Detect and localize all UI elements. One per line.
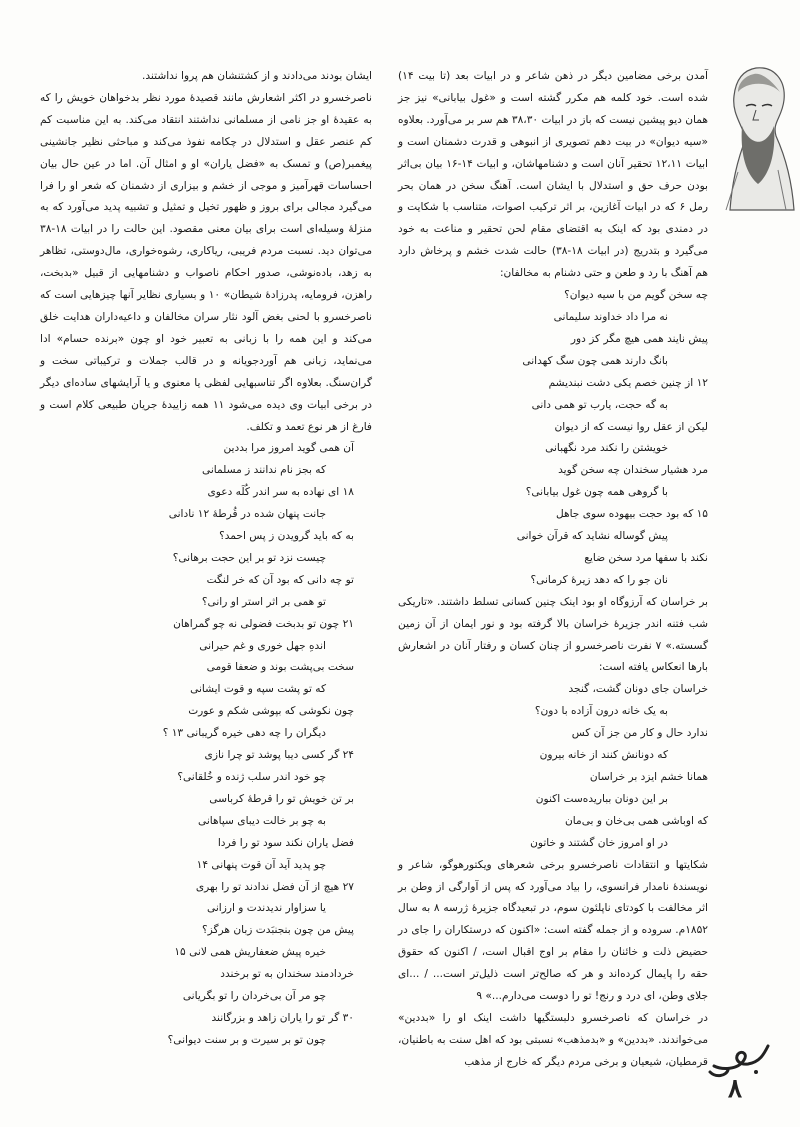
verse-line: نکند با سفها مرد سخن ضایع — [584, 551, 708, 564]
verse-line: نان جو را که دهد زیرهٔ کرمانی؟ — [530, 573, 668, 586]
verse-line: به گه حجت، یارب تو همی دانی — [531, 398, 668, 411]
verse-line: چه سخن گویم من با سیه دیوان؟ — [564, 289, 708, 302]
verse-line: خراسان جای دونان گشت، گنجد — [568, 683, 708, 696]
verse-line: چیست نزد تو بر این حجت برهانی؟ — [172, 551, 326, 564]
verse-line: اندهِ جهل خوری و غم حیرانی — [199, 639, 326, 652]
verse-line: پیش من چون بنجنبَدت زبان هرگز؟ — [202, 924, 354, 937]
verse-line: چون نکوشی که بپوشی شکم و عورت — [188, 705, 354, 718]
verse-line: همانا خشم ایزد بر خراسان — [589, 771, 708, 783]
verse-line: با گروهی همه چون غول بیابانی؟ — [525, 486, 668, 499]
verse-line: بر این دونان بباریده‌ست اکنون — [535, 792, 668, 805]
verse-line: پیش نایند همی هیچ مگر کز دور — [570, 332, 708, 345]
verse-line: تو چه دانی که بود آن که خر لنگت — [206, 573, 354, 586]
verse-line: ۱۲ از چنین خصم یکی دشت نبندیشم — [548, 376, 708, 389]
poet-portrait-image — [716, 62, 796, 212]
paragraph: بر خراسان که آرزوگاه او بود اینک چنین کسانی تسلط داشتند. «تاریکی شب فتنه اندر جزیرهٔ خراسان بالا گرفته بود و نور ایمان از آن زمین گسسته.» ۷ نفرت ناصرخسرو از چنان کسان و رفتار آنان در اشعارش بارها انعکاس یافته است: — [398, 595, 708, 674]
verse-line: به یک خانه درون آزاده با دون؟ — [534, 705, 668, 718]
verse-line: که دونانش کنند از خانه بیرون — [539, 749, 668, 762]
verse-line: خیره پیش ضعفاریش همی لانی ۱۵ — [174, 946, 326, 959]
verse-line: نه مرا داد خداوند سلیمانی — [553, 310, 668, 323]
verse-line: آن همی گوید امروز مرا بددین — [223, 442, 354, 455]
verse-line: بر تن خویش تو را قرطهٔ کرباسی — [209, 792, 354, 805]
verse-line: دیگران را چه دهی خیره گریبانی ۱۳ ؟ — [162, 727, 326, 740]
verse-line: به چو بر خالت دیبای سپاهانی — [198, 814, 326, 827]
verse-line: یا سزاوار ندیدندت و ارزانی — [207, 902, 326, 915]
verse-line: ۳۰ گر تو را یاران زاهد و بزرگانند — [211, 1011, 354, 1024]
verse-line: تو همی بر اثر استر او رانی؟ — [201, 595, 326, 608]
verse-line: جانت پنهان شده در قُرطهٔ ۱۲ نادانی — [168, 508, 326, 521]
paragraph: شکایتها و انتقادات ناصرخسرو برخی شعرهای ویکتورهوگو، شاعر و نویسندهٔ نامدار فرانسوی، را بیاد می‌آورد که پس از آوارگی از وطن بر اثر مخالفت با کودتای ناپلئون سوم، در تبعیدگاه جزیرهٔ ژرسه ۸ به سال ۱۸۵۲م. سروده و از جمله گفته است: «اکنون که درستکاران را جای در حضیض ذلت و خائنان را مقام بر اوج اقبال است، / اکنون که حقوق حقه را پایمال کرده‌اند و هر که صالح‌تر است ذلیل‌تر است... / ...ای جلای وطن، ای درد و رنج! تو را دوست می‌دارم...» ۹ — [398, 858, 708, 1003]
verse-line: چون تو بر سیرت و بر سنت دیوانی؟ — [167, 1033, 326, 1046]
verse-line: فضل یاران نکند سود تو را فردا — [217, 836, 354, 849]
verse-line: ۲۱ چون تو بدبخت فضولی نه چو گمراهان — [173, 617, 354, 630]
verse-line: ۲۴ گر کسی دیبا پوشد تو چرا نازی — [204, 749, 354, 762]
verse-line: در او امروز خان گشتند و خاتون — [530, 836, 668, 849]
verse-line: ۱۵ که بود حجت بیهوده سوی جاهل — [555, 508, 708, 521]
verse-line: مرد هشیار سخندان چه سخن گوید — [558, 464, 708, 477]
verse-line: خردادمند سخندان به تو برخندد — [220, 968, 354, 981]
verse-line: خویشتن را نکند مرد نگهبانی — [545, 442, 668, 455]
paragraph: ایشان بودند می‌دادند و از کشتنشان هم پروا نداشتند. — [142, 70, 372, 82]
page-number: ۸ — [728, 1074, 742, 1104]
paragraph: آمدن برخی مضامین دیگر در ذهن شاعر و در ابیات بعد (تا بیت ۱۴) شده است. خود کلمه هم مکرر گشته است و «غول بیابانی» نیز جز همان دیو پیشین نیست که باز در ابیات ۳۸،۳۰ هم سر بر می‌آورد. بعلاوه «سیه دیوان» در بیت دهم تصویری از انبوهی و قدرت دشمنان است و ابیات ۱۲،۱۱ تحقیر آنان است و دشنامهاشان، و ابیات ۱۴-۱۶ بیان بی‌اثر بودن حرف حق و استدلال با ایشان است. آهنگ سخن در همان بحر رمل ۶ که در ابیات آغازین، بر اثر ترکیب اصوات، متناسب با شکایت و در دمندی بود که اینک به اقتضای مقام لحن تحقیر و مناعت به خود می‌گیرد و بتدریج (در ابیات ۱۸-۳۸) حالت شدت خشم و پرخاش دارد هم آهنگ با رد و طعن و حتی دشنام به مخالفان: — [398, 70, 708, 280]
verse-line: پیش گوساله نشاید که قرآن خوانی — [516, 530, 668, 543]
verse-line: به که باید گرویدن ز پس احمد؟ — [219, 530, 354, 543]
paragraph: ناصرخسرو در اکثر اشعارش مانند قصیدهٔ مورد نظر بدخواهان خویش را که به عقیدهٔ او جز نامی از مسلمانی نداشتند انتقاد می‌کند. به این مناسبت کم کم عنصر عقل و استدلال در چکامه نفوذ می‌کند و مباحثی نظیر جانشینی پیغمبر(ص) و تمسک به «فضل یاران» او و امثال آن. اما در عین حال بیان احساسات قهرآمیز و موجی از خشم و بیزاری از دشمنان که شعر او را فرا می‌گیرد مجالی برای بروز و ظهور تخیل و تمثیل و تشبیه پدید می‌آورد که به منزلهٔ وسیله‌ای است برای بیان معنی مقصود. این حالت را در ابیات ۱۸-۳۸ می‌توان دید. نسبت مردم فریبی، ریاکاری، رشوه‌خواری، مال‌دوستی، تظاهر به زهد، باده‌نوشی، صدور احکام ناصواب و دشنامهایی از قبیل «بدبخت، راهزن، فرومایه، پدرزادهٔ شیطان» ۱۰ و بسیاری نظایر آنها چیزهایی است که ناصرخسرو با لحنی بغض آلود نثار سران مخالفان و داعیه‌داران هدایت خلق می‌کند و این همه را با زبانی به تعبیر خود او چون «برنده حسام» ادا می‌نماید، زبانی هم آوردجویانه و در قالب جملات و ترکیباتی سخت و گران‌سنگ. بعلاوه اگر تناسبهایی لفظی یا معنوی و یا آرایشهای ساده‌ای دیگر در برخی ابیات وی دیده می‌شود ۱۱ همه زاییدهٔ جریان طبیعی کلام است و فارغ از هر نوع تعمد و تکلف. — [40, 91, 372, 433]
verse-line: که بجز نام ندانند ز مسلمانی — [202, 464, 326, 477]
verse-line: که اوباشی همی بی‌خان و بی‌مان — [565, 814, 708, 827]
verse-line: ۲۷ هیچ از آن فضل ندادند تو را بهری — [195, 880, 354, 893]
verse-line: ندارد حال و کار من جز آن کس — [571, 727, 708, 740]
verse-line: سخت بی‌پشت بوند و ضعفا قومی — [206, 661, 354, 674]
verse-line: چو خود اندر سلب ژنده و خُلقانی؟ — [177, 771, 326, 783]
verse-line: ۱۸ ای نهاده به سر اندر کُلَه دعوی — [207, 486, 354, 499]
paragraph: در خراسان که ناصرخسرو دلبستگیها داشت اینک او را «بددین» می‌خواندند. «بددین» و «بدمذهب» نسبتی بود که اهل سنت به باطنیان، قرمطیان، شیعیان و برخی مردم دیگر که خارج از مذهب — [398, 1011, 708, 1068]
verse-line: لیکن از عقل روا نیست که از دیوان — [554, 420, 708, 433]
verse-line: چو پدید آید آن قوت پنهانی ۱۴ — [196, 858, 326, 871]
verse-line: بانگ دارند همی چون سگ کهدانی — [522, 354, 668, 367]
left-text-column — [40, 66, 372, 1052]
right-text-column — [398, 66, 708, 1074]
verse-line: که تو پشت سپه و قوت ایشانی — [190, 683, 326, 696]
verse-line: چو مر آن بی‌خردان را تو بگریانی — [182, 990, 326, 1003]
